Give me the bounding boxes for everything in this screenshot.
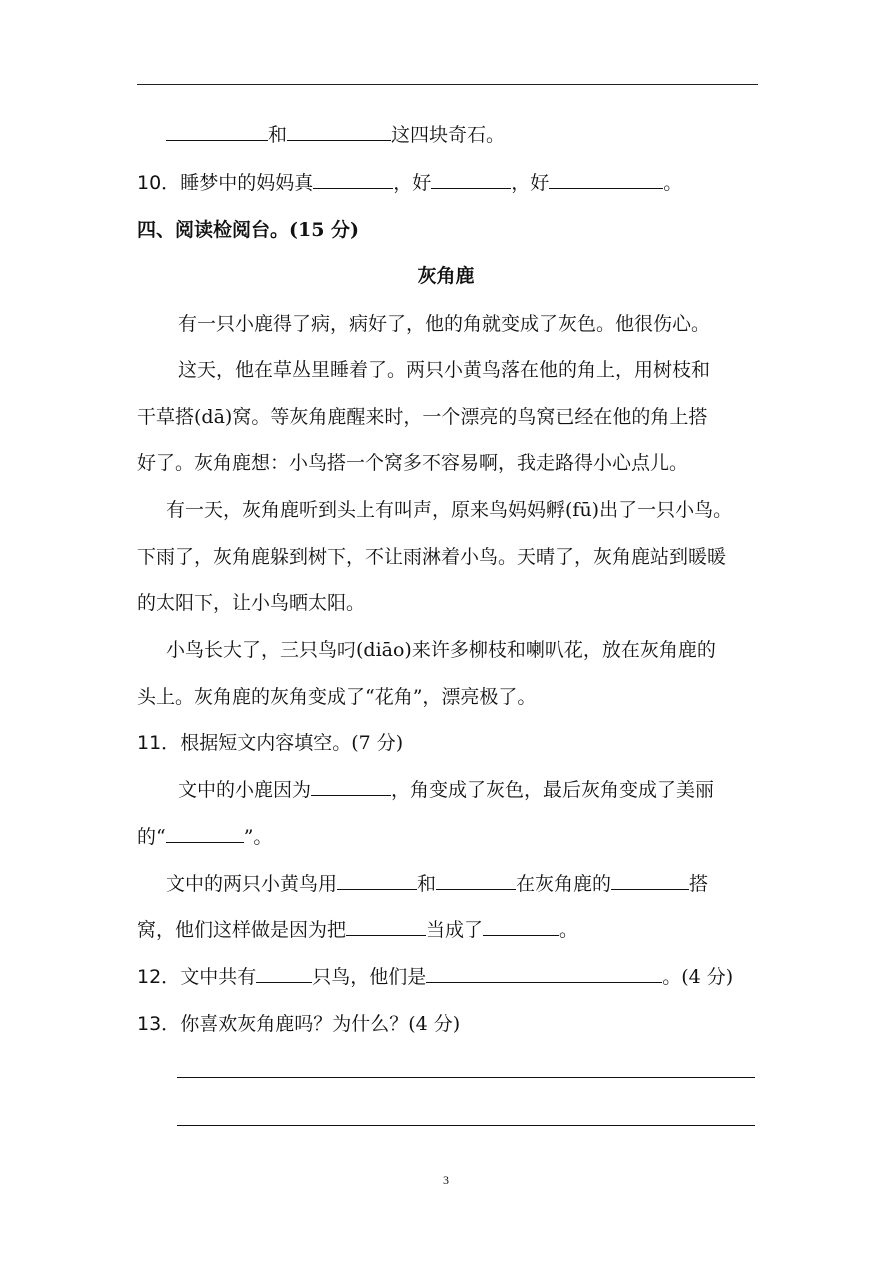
story-line: 这天，他在草丛里睡着了。两只小黄鸟落在他的角上，用树枝和 [178,359,711,381]
q12-text: 文中共有 [180,966,257,988]
header-rule [137,84,758,85]
q11-line-3 [166,871,708,897]
story-title: 灰角鹿 [417,265,475,287]
q11-text: 搭 [689,873,709,895]
question-11 [137,730,403,756]
section-4-heading: 四、阅读检阅台。(15 分) [137,219,360,241]
story-line: 有一天，灰角鹿听到头上有叫声，原来鸟妈妈孵(fū)出了一只小鸟。 [166,499,733,521]
question-10 [137,170,682,196]
q12-text: 。(4 分) [662,966,734,988]
q11-text: 在灰角鹿的 [516,873,612,895]
q13-number: 13． [137,1013,181,1035]
blank[interactable] [256,964,312,983]
q11-text: 窝，他们这样做是因为把 [137,919,347,941]
story-line: 干草搭(dā)窝。等灰角鹿醒来时，一个漂亮的鸟窝已经在他的角上搭 [137,406,708,428]
q11-prompt: 根据短文内容填空。(7 分) [180,732,404,754]
blank[interactable] [337,871,417,890]
q11-text: 当成了 [426,919,484,941]
blank[interactable] [431,170,511,189]
q10-text-c: ，好 [511,172,550,194]
story-line: 的太阳下，让小鸟晒太阳。 [137,592,366,614]
blank[interactable] [436,871,516,890]
q10-number: 10． [137,172,181,194]
answer-line[interactable] [177,1125,755,1126]
q9-tail [166,122,505,148]
blank[interactable] [426,964,662,983]
q11-text: 和 [417,873,437,895]
blank[interactable] [311,777,391,796]
story-line: 头上。灰角鹿的灰角变成了“花角”，漂亮极了。 [137,686,537,708]
answer-line[interactable] [177,1077,755,1078]
q11-text: ，角变成了灰色，最后灰角变成了美丽 [391,779,715,801]
story-line: 下雨了，灰角鹿躲到树下，不让雨淋着小鸟。天晴了，灰角鹿站到暖暖 [137,546,727,568]
q11-text: 。 [559,919,579,941]
q11-text: 的“ [137,826,166,848]
blank[interactable] [313,170,393,189]
q10-text-d: 。 [663,172,683,194]
story-line: 小鸟长大了，三只鸟叼(diāo)来许多柳枝和喇叭花，放在灰角鹿的 [166,639,716,661]
q11-text: 文中的两只小黄鸟用 [166,873,338,895]
blank[interactable] [287,122,391,141]
question-12 [137,964,733,990]
page-number: 3 [443,1173,449,1187]
blank[interactable] [549,170,663,189]
q10-text-a: 睡梦中的妈妈真 [180,172,314,194]
q9-end: 这四块奇石。 [391,124,506,146]
story-line: 好了。灰角鹿想：小鸟搭一个窝多不容易啊，我走路得小心点儿。 [137,452,689,474]
question-13 [137,1011,460,1037]
blank[interactable] [346,917,426,936]
q11-line-2 [137,824,272,850]
story-line: 有一只小鹿得了病，病好了，他的角就变成了灰色。他很伤心。 [178,313,711,335]
q10-text-b: ，好 [393,172,432,194]
blank[interactable] [166,824,244,843]
q12-text: 只鸟，他们是 [312,966,427,988]
q11-line-1 [178,777,714,803]
blank[interactable] [166,122,268,141]
blank[interactable] [483,917,559,936]
q11-line-4 [137,917,578,943]
q11-text: 文中的小鹿因为 [178,779,312,801]
q12-number: 12． [137,966,181,988]
q9-and: 和 [268,124,288,146]
q11-text: ”。 [243,826,273,848]
blank[interactable] [611,871,689,890]
q13-prompt: 你喜欢灰角鹿吗？为什么？(4 分) [180,1013,461,1035]
q11-number: 11． [137,732,181,754]
